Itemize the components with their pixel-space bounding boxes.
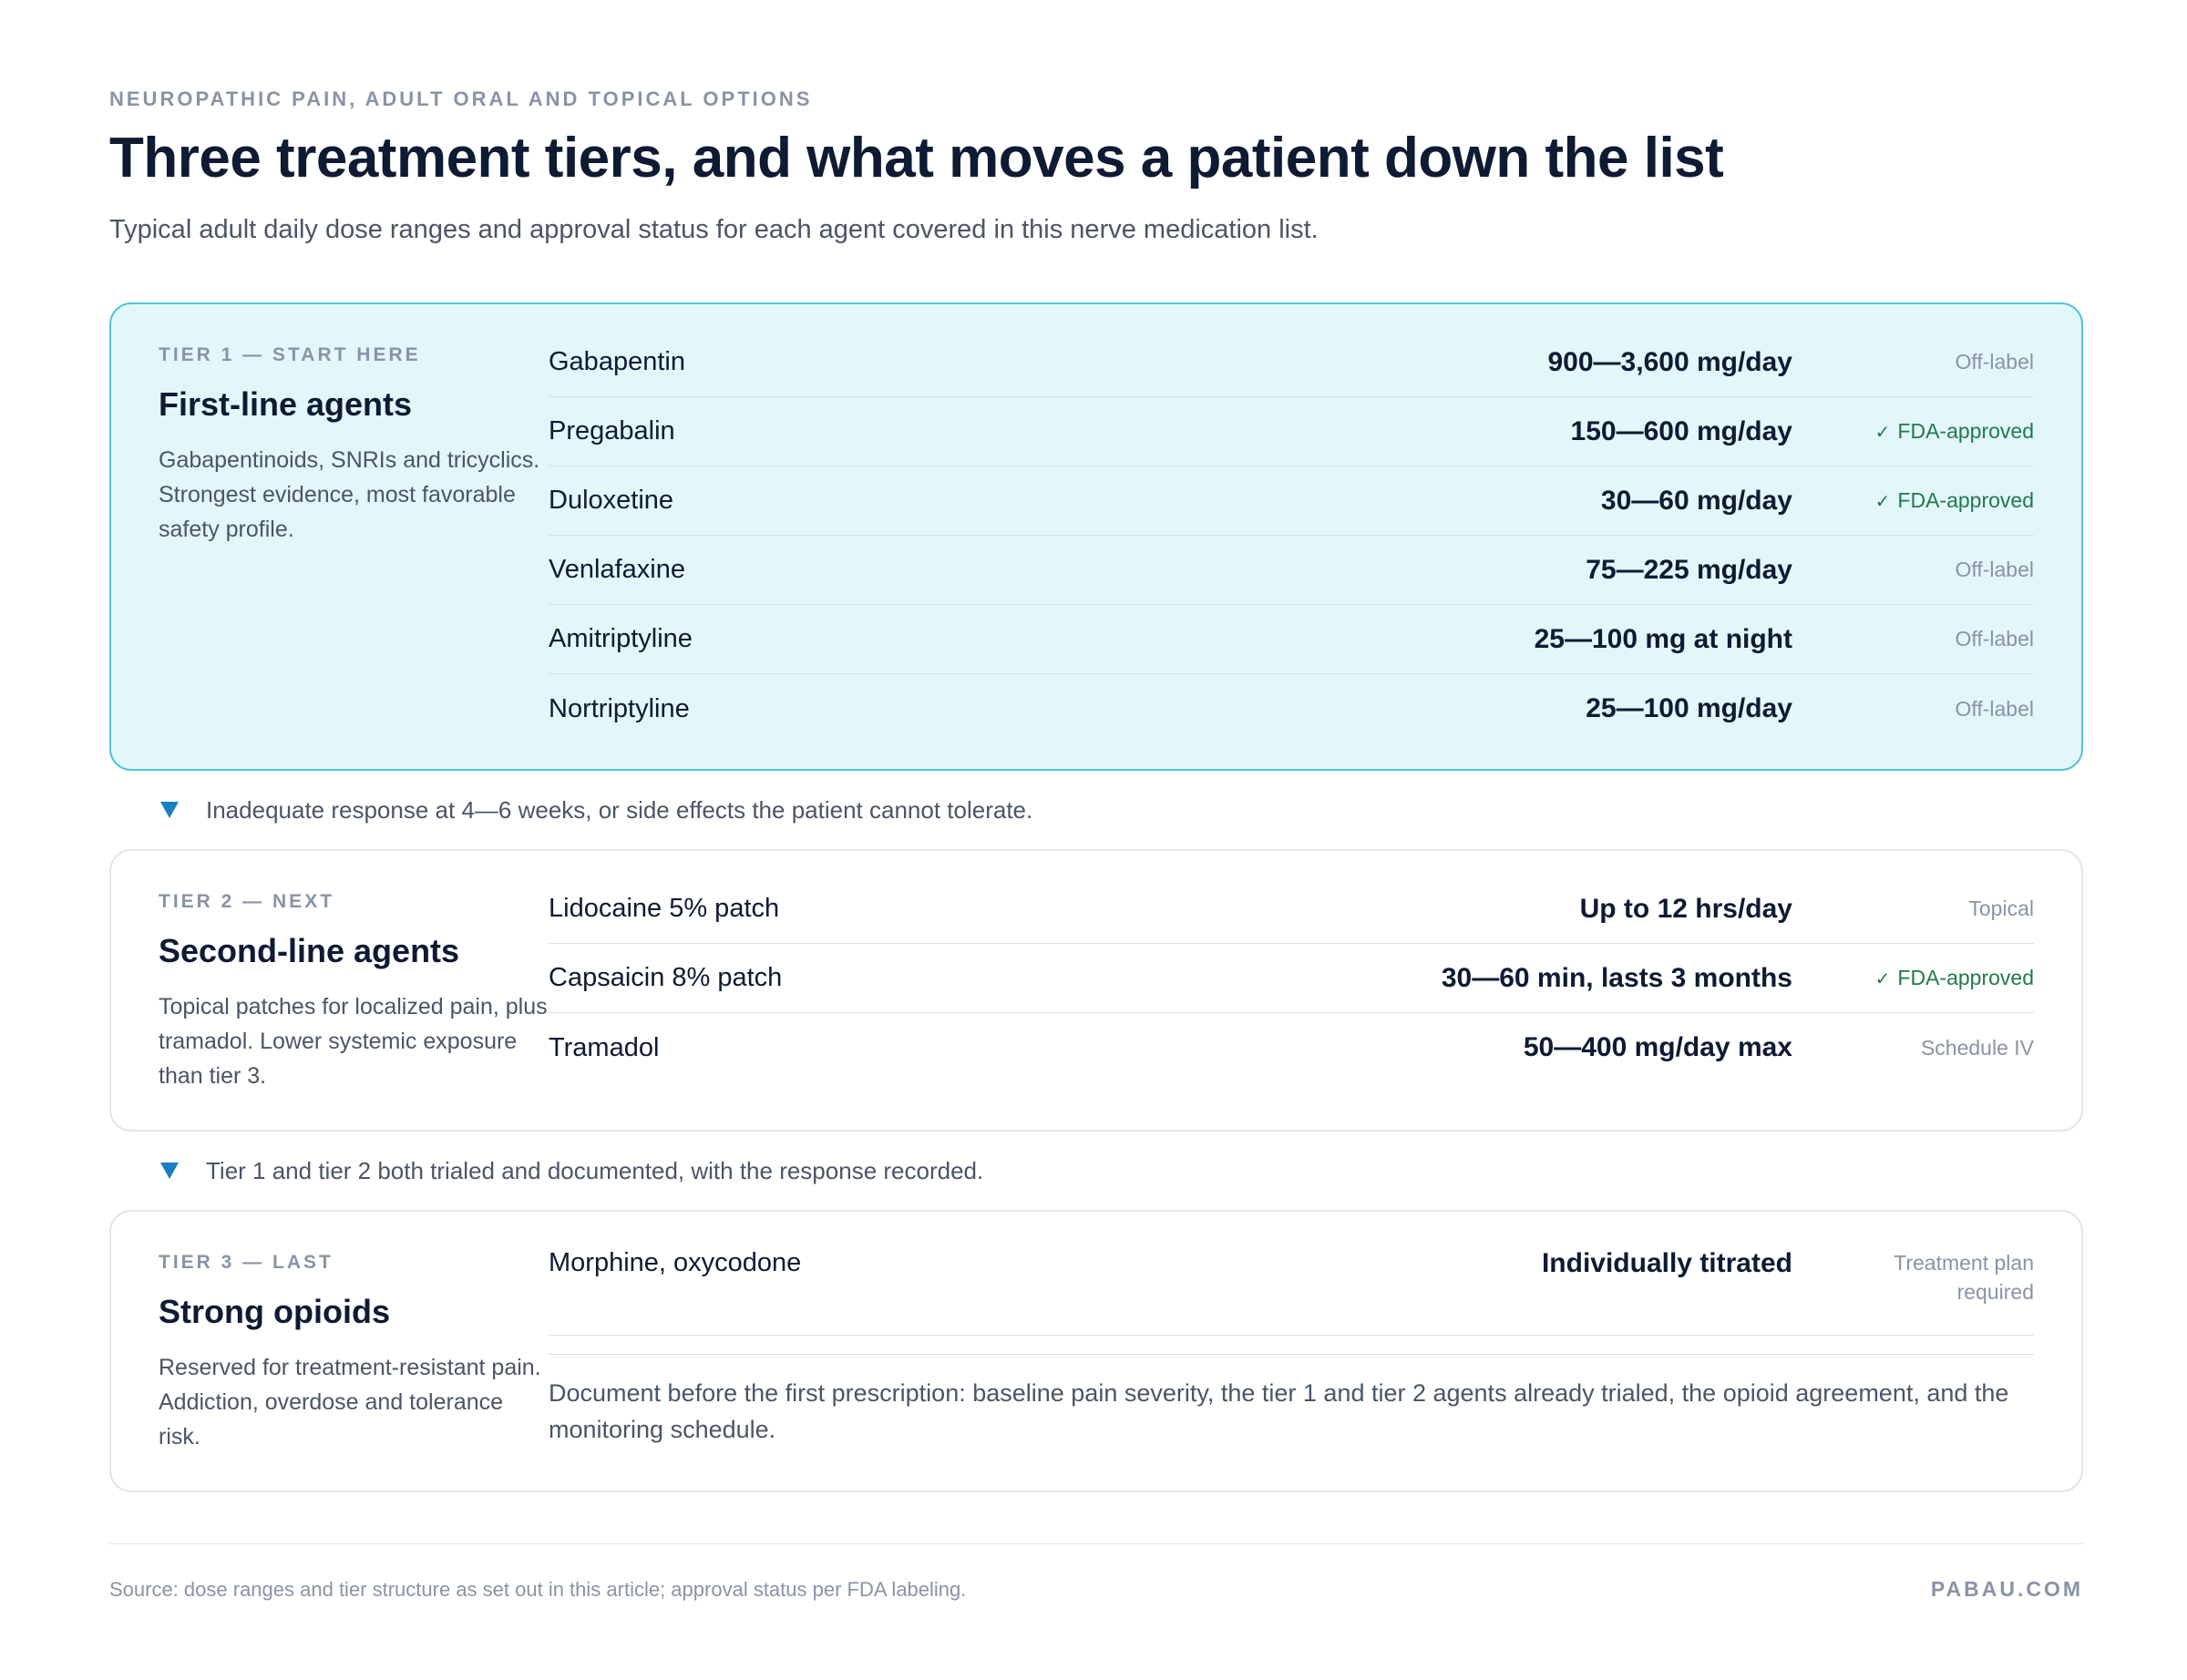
tier-3-name: Strong opioids [159,1293,390,1330]
approval-status [1792,1248,2034,1306]
approval-status: Off-label [1955,627,2034,650]
drug-dose: 30—60 mg/day [1600,485,1792,516]
tier-1-description: Gabapentinoids, SNRIs and tricyclics. Strongest evidence, most favorable safety profile. [159,447,540,542]
drug-name: Venlafaxine [549,555,685,584]
transition-text: Inadequate response at 4—6 weeks, or side effects the patient cannot tolerate. [206,795,1033,824]
footer [109,1577,2083,1602]
drug-name: Duloxetine [549,486,674,515]
drug-name: Lidocaine 5% patch [549,894,780,923]
documentation-note: Document before the first prescription: baseline pain severity, the tier 1 and tier 2 agents already trialed, the opioid agreement, and the monitoring schedule. [549,1354,2034,1448]
tier-2-description: Topical patches for localized pain, plus tramadol. Lower systemic exposure than tier 3. [159,994,548,1089]
drug-row [549,536,2034,605]
drug-name: Capsaicin 8% patch [549,963,783,992]
drug-row [549,1013,2034,1082]
drug-name: Amitriptyline [549,624,693,653]
drug-dose: 25—100 mg/day [1586,693,1792,723]
drug-dose: 25—100 mg at night [1534,623,1792,654]
drug-dose: 150—600 mg/day [1570,415,1792,446]
drug-row [549,328,2034,397]
transition-text: Tier 1 and tier 2 both trialed and documented, with the response recorded. [206,1156,984,1184]
drug-dose: 30—60 min, lasts 3 months [1441,962,1792,993]
approval-status-label: FDA-approved [1897,488,2034,512]
approval-status-label: FDA-approved [1897,419,2034,443]
drug-dose: 75—225 mg/day [1586,554,1792,585]
footer-divider [109,1543,2083,1544]
drug-dose: Individually titrated [1541,1248,1792,1278]
approval-status: Off-label [1955,558,2034,581]
drug-name: Gabapentin [549,347,685,376]
source-note: Source: dose ranges and tier structure as set out in this article; approval status per FDA labeling. [109,1577,967,1601]
brand-wordmark: PABAU.COM [1930,1577,2083,1601]
check-icon: ✓ [1874,969,1891,989]
approval-status-label: FDA-approved [1897,966,2034,989]
check-icon: ✓ [1874,492,1891,512]
drug-name: Pregabalin [549,416,675,446]
tier-1-drug-list [549,328,2034,769]
approval-status: Off-label [1955,696,2034,721]
tier-2-drug-list [549,875,2034,1130]
tier-transition-2 [109,1132,2083,1210]
tier-transition-1 [109,771,2083,849]
tier-1-kicker: TIER 1 — START HERE [159,344,421,365]
approval-status [1792,419,2034,444]
page-title: Three treatment tiers, and what moves a patient down the list [109,127,1724,190]
tier-3-card [109,1210,2083,1492]
tier-2-name: Second-line agents [159,932,460,969]
tier-3-description: Reserved for treatment-resistant pain. Addiction, overdose and tolerance risk. [159,1355,541,1450]
drug-row [549,944,2034,1013]
arrow-down-icon [160,802,179,818]
tier-1-name: First-line agents [159,385,413,423]
page-subtitle: Typical adult daily dose ranges and approval status for each agent covered in this nerve medication list. [109,215,1319,244]
tier-2-kicker: TIER 2 — NEXT [159,891,335,912]
approval-status-line-2: required [1956,1280,2034,1304]
tier-1-summary [159,344,549,769]
eyebrow: NEUROPATHIC PAIN, ADULT ORAL AND TOPICAL OPTIONS [109,87,813,110]
tier-1-card [109,302,2083,771]
drug-name: Nortriptyline [549,693,690,723]
drug-row [549,875,2034,944]
approval-status: Topical [1968,896,2034,920]
arrow-down-icon [160,1163,179,1179]
content [109,87,2083,1602]
drug-row [549,605,2034,674]
drug-row [549,674,2034,743]
tier-3-kicker: TIER 3 — LAST [159,1252,334,1273]
drug-row [549,466,2034,536]
tier-3-drug-list [549,1235,2034,1490]
approval-status: Off-label [1955,350,2034,374]
drug-dose: 50—400 mg/day max [1523,1032,1792,1062]
approval-status-line-1: Treatment plan [1894,1251,2034,1275]
drug-name: Tramadol [549,1032,660,1062]
approval-status [1792,488,2034,513]
tier-2-summary [159,891,549,1130]
drug-row [549,397,2034,466]
drug-dose: Up to 12 hrs/day [1579,893,1792,924]
approval-status [1792,966,2034,990]
drug-row [549,1235,2034,1336]
check-icon: ✓ [1874,423,1891,443]
drug-name: Morphine, oxycodone [549,1248,802,1277]
tier-2-card [109,849,2083,1132]
tier-3-summary [159,1252,549,1490]
approval-status: Schedule IV [1920,1035,2034,1060]
drug-dose: 900—3,600 mg/day [1547,346,1792,377]
